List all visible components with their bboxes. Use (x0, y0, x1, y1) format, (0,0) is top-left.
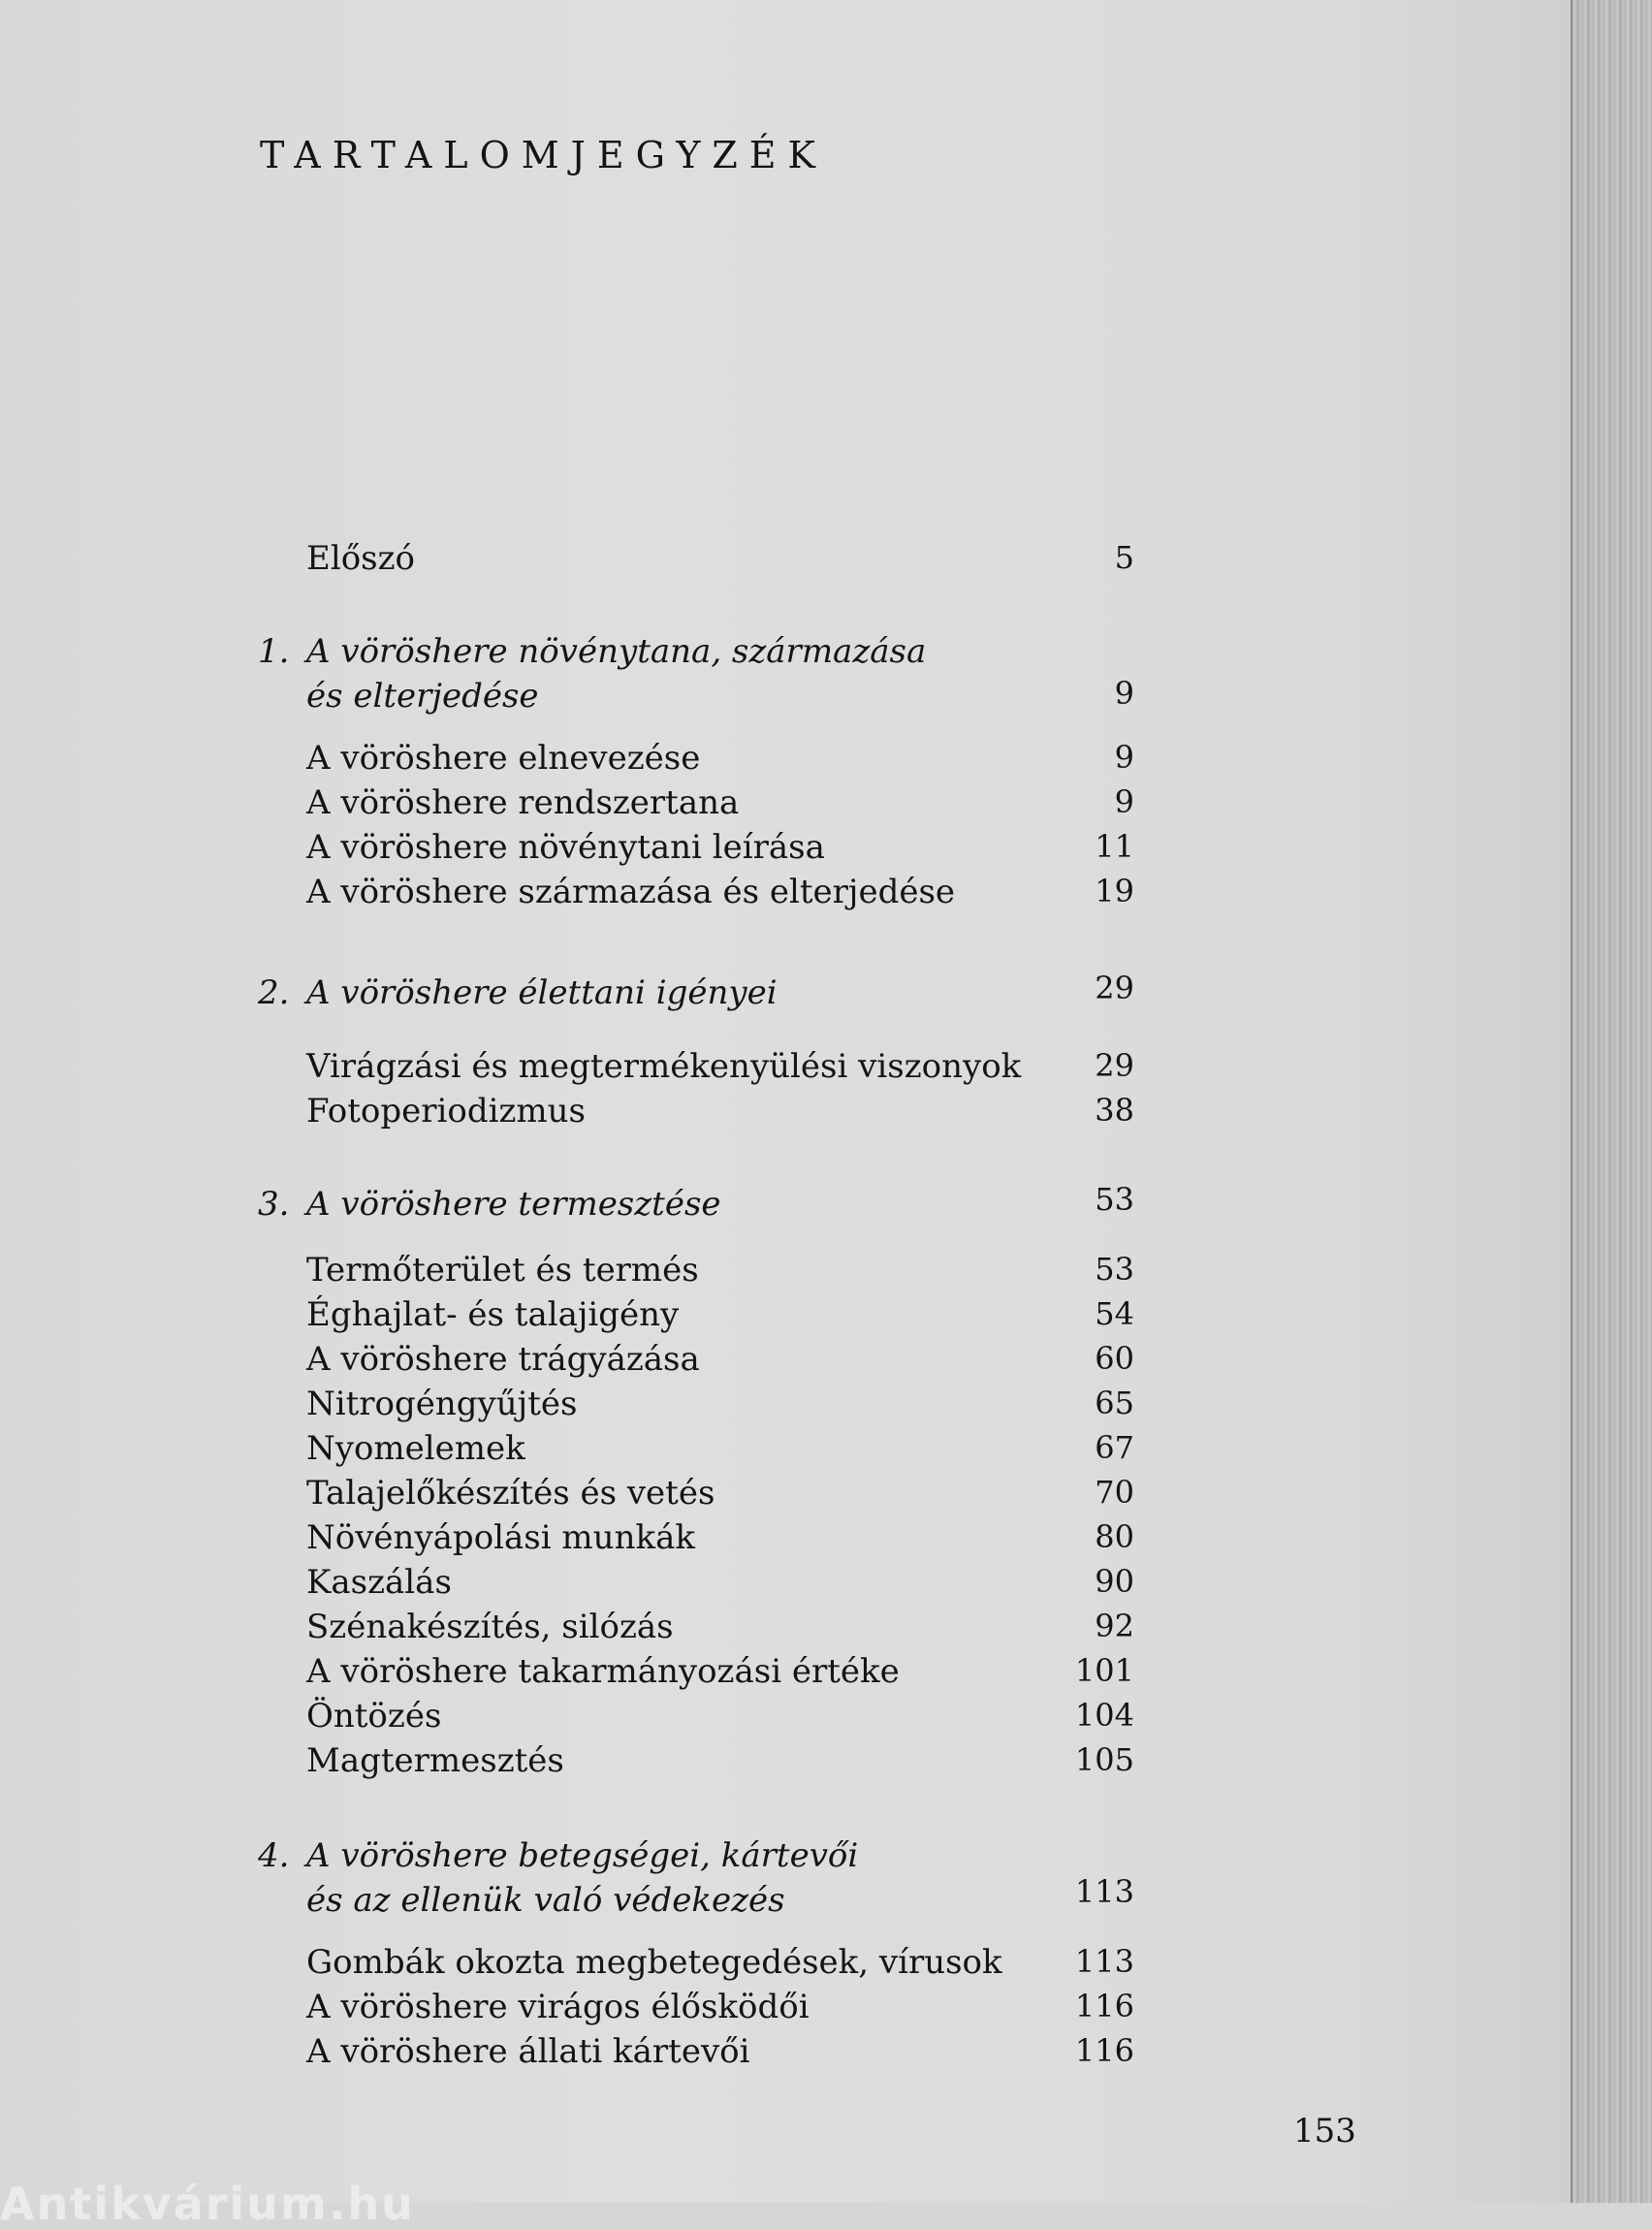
chapter-title: A vöröshere termesztése (306, 1185, 721, 1224)
toc-entry-page: 113 (1074, 1943, 1134, 1980)
toc-entry-page: 19 (1095, 873, 1134, 909)
toc-entry-page: 70 (1095, 1474, 1134, 1511)
toc-chapter-1 (0, 632, 1134, 725)
toc-chapter-4 (0, 1836, 1134, 1929)
toc-entry-page: 9 (1114, 783, 1134, 820)
toc-entry-page: 9 (1114, 739, 1134, 776)
chapter-page: 29 (1095, 970, 1134, 1006)
toc-entry-page: 65 (1095, 1385, 1134, 1421)
chapter-page: 53 (1095, 1181, 1134, 1218)
chapter-page: 113 (1074, 1873, 1134, 1910)
toc-entry (0, 1518, 1134, 1567)
page-number: 153 (1293, 2112, 1356, 2150)
toc-entry (0, 1340, 1134, 1388)
toc-entry-page: 105 (1074, 1741, 1134, 1778)
chapter-number: 4. (258, 1836, 290, 1875)
toc-entry (0, 1385, 1134, 1433)
toc-entry-page: 104 (1074, 1697, 1134, 1734)
toc-entry-foreword (0, 539, 1134, 588)
toc-entry (0, 1608, 1134, 1656)
toc-entry-label: Nyomelemek (306, 1429, 525, 1468)
toc-entry-page: 101 (1074, 1652, 1134, 1689)
toc-entry-page: 116 (1074, 1988, 1134, 2024)
chapter-title-continued: és elterjedése (306, 677, 539, 716)
toc-entry (0, 1092, 1134, 1140)
toc-entry-label: A vöröshere elnevezése (306, 739, 701, 778)
toc-entry (0, 783, 1134, 832)
watermark: Antikvárium.hu (0, 2178, 415, 2230)
page-title: TARTALOMJEGYZÉK (260, 134, 827, 176)
toc-entry-label: Szénakészítés, silózás (306, 1608, 674, 1646)
toc-entry-label: A vöröshere virágos élősködői (306, 1988, 810, 2026)
toc-entry-label: A vöröshere rendszertana (306, 783, 740, 822)
toc-chapter-3 (0, 1181, 1134, 1233)
toc-entry (0, 1943, 1134, 1991)
toc-entry-label: Fotoperiodizmus (306, 1092, 586, 1131)
toc-entry (0, 739, 1134, 787)
toc-entry-label: Öntözés (306, 1697, 442, 1736)
toc-entry-label: Növényápolási munkák (306, 1518, 695, 1557)
toc-entry-label: Kaszálás (306, 1563, 452, 1602)
toc-entry-label: A vöröshere takarmányozási értéke (306, 1652, 900, 1691)
toc-entry-label: Magtermesztés (306, 1741, 564, 1780)
toc-entry (0, 1652, 1134, 1701)
chapter-title: A vöröshere élettani igényei (306, 973, 778, 1012)
toc-entry-label: Termőterület és termés (306, 1251, 699, 1290)
toc-entry-label: Nitrogéngyűjtés (306, 1385, 578, 1423)
toc-entry-page: 11 (1095, 828, 1134, 865)
page-edges (1571, 0, 1652, 2203)
toc-entry (0, 1295, 1134, 1344)
toc-entry (0, 1563, 1134, 1611)
toc-entry (0, 1429, 1134, 1478)
toc-entry-label: Előszó (306, 539, 415, 578)
toc-entry (0, 1251, 1134, 1299)
toc-entry (0, 1988, 1134, 2036)
toc-entry-page: 67 (1095, 1429, 1134, 1466)
toc-entry (0, 1741, 1134, 1790)
toc-entry-page: 54 (1095, 1295, 1134, 1332)
toc-entry-page: 92 (1095, 1608, 1134, 1644)
toc-entry-label: Gombák okozta megbetegedések, vírusok (306, 1943, 1002, 1982)
toc-entry-page: 60 (1095, 1340, 1134, 1377)
toc-entry-page: 116 (1074, 2032, 1134, 2069)
toc-entry-page: 38 (1095, 1092, 1134, 1129)
toc-entry (0, 1697, 1134, 1745)
toc-entry-label: A vöröshere állati kártevői (306, 2032, 750, 2071)
chapter-number: 3. (258, 1185, 290, 1224)
chapter-title: A vöröshere betegségei, kártevői (306, 1836, 859, 1875)
toc-entry (0, 873, 1134, 921)
toc-entry-page: 53 (1095, 1251, 1134, 1288)
toc-entry (0, 2032, 1134, 2081)
toc-entry-label: Virágzási és megtermékenyülési viszonyok (306, 1047, 1022, 1086)
chapter-title: A vöröshere növénytana, származása (306, 632, 927, 671)
chapter-number: 1. (258, 632, 290, 671)
toc-entry (0, 1474, 1134, 1522)
toc-entry-page: 5 (1114, 539, 1134, 576)
toc-entry-page: 80 (1095, 1518, 1134, 1555)
toc-entry (0, 1047, 1134, 1096)
chapter-title-continued: és az ellenük való védekezés (306, 1881, 785, 1920)
toc-entry-page: 29 (1095, 1047, 1134, 1084)
toc-entry-page: 90 (1095, 1563, 1134, 1600)
toc-entry-label: A vöröshere növénytani leírása (306, 828, 825, 867)
toc-entry-label: Éghajlat- és talajigény (306, 1295, 680, 1334)
toc-entry-label: A vöröshere származása és elterjedése (306, 873, 956, 911)
toc-entry-label: Talajelőkészítés és vetés (306, 1474, 715, 1513)
toc-chapter-2 (0, 970, 1134, 1022)
chapter-number: 2. (258, 973, 290, 1012)
toc-entry (0, 828, 1134, 876)
chapter-page: 9 (1114, 675, 1134, 712)
toc-entry-label: A vöröshere trágyázása (306, 1340, 700, 1379)
